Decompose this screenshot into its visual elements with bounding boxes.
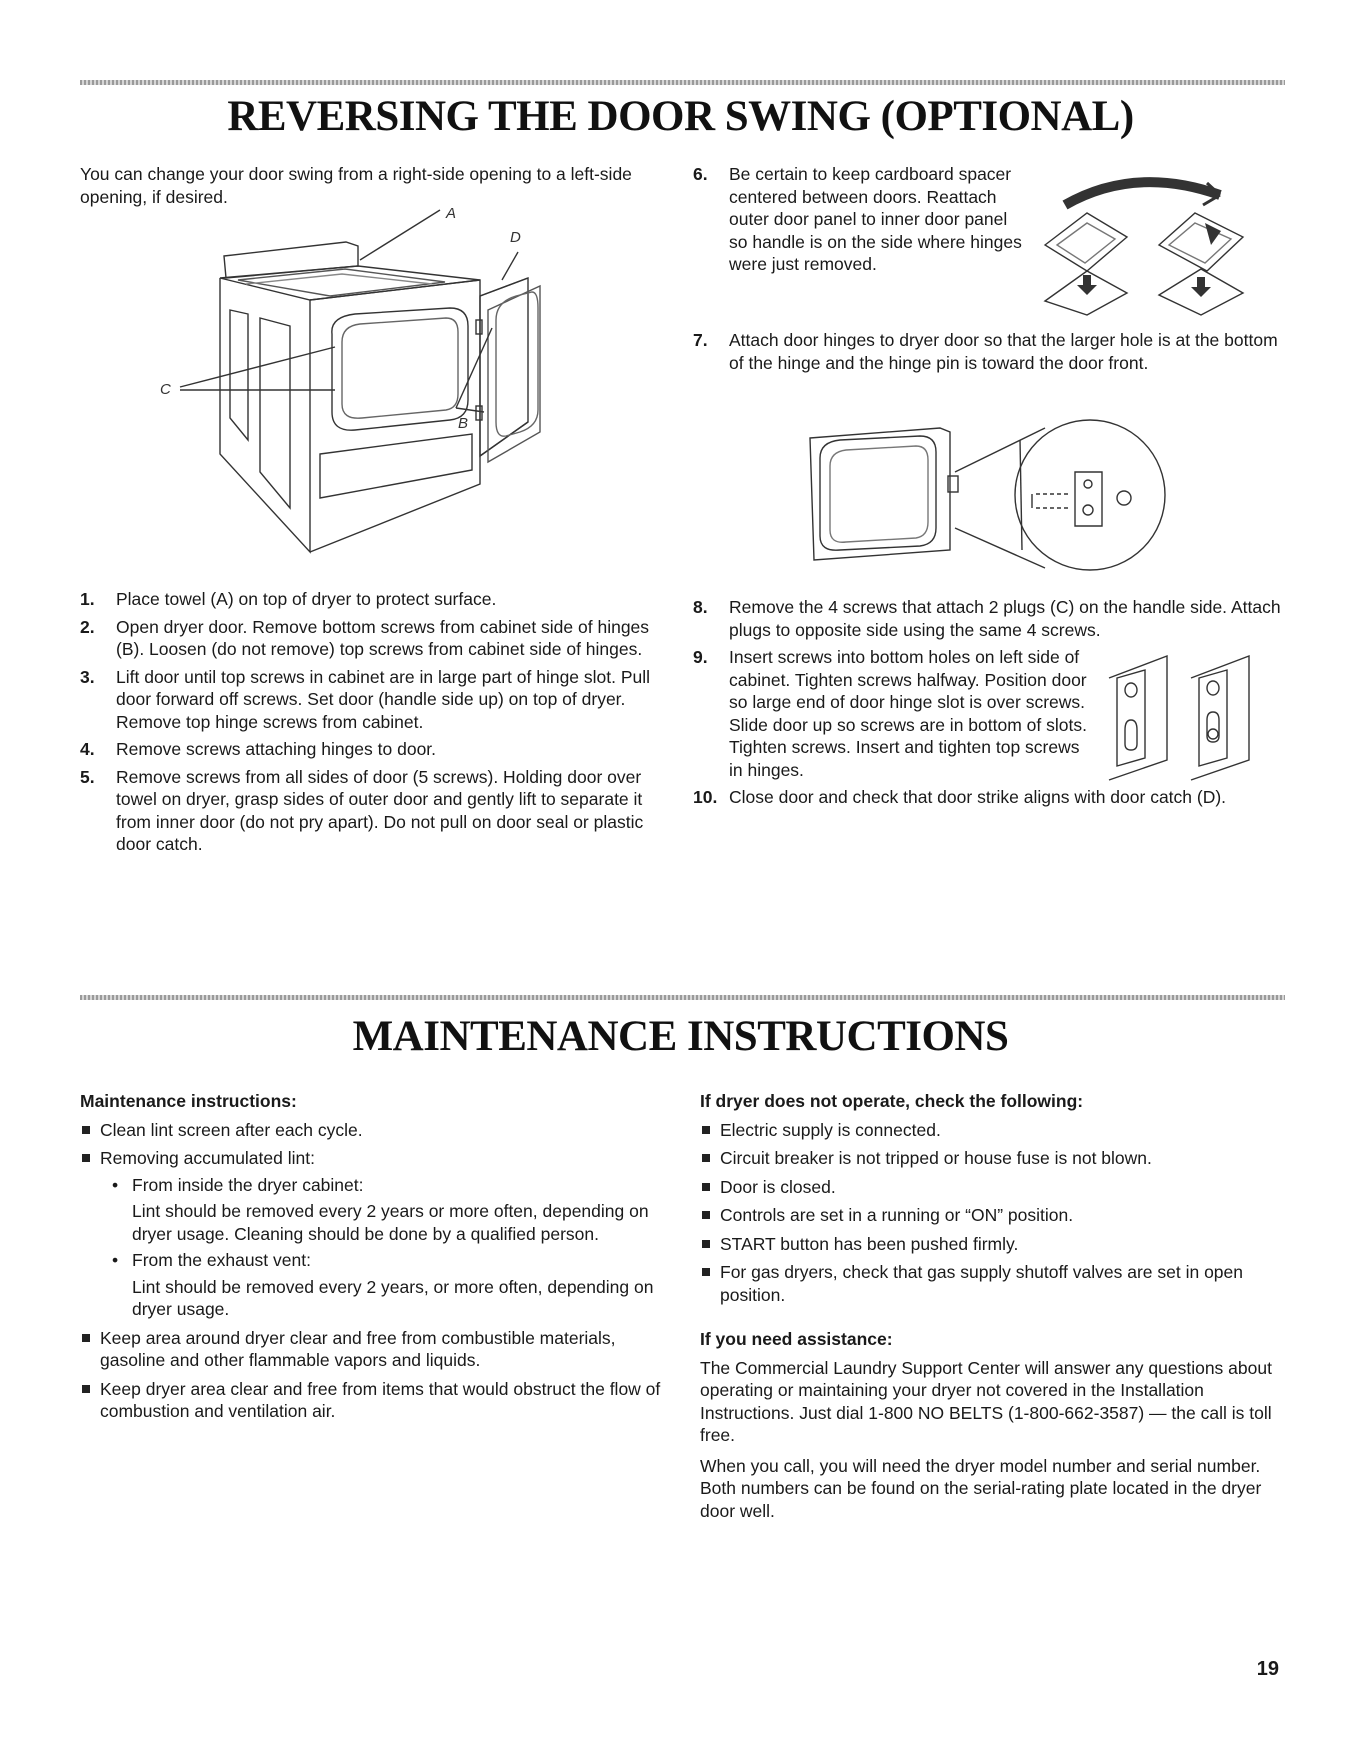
step-item: 10 . Close door and check that door strike aligns with door catch (D). — [693, 786, 1283, 809]
step-7 — [693, 329, 1283, 379]
maintenance-heading: Maintenance instructions: — [80, 1091, 297, 1111]
step-6 — [693, 163, 1023, 281]
section-title-reversing: REVERSING THE DOOR SWING (OPTIONAL) — [227, 93, 1134, 140]
middle-divider — [80, 995, 1285, 1000]
label-a: A — [446, 205, 457, 222]
bullet-item: Keep dryer area clear and free from items that would obstruct the flow of combustion and ventilation air. — [80, 1378, 670, 1423]
check-item: Electric supply is connected. — [700, 1119, 1290, 1142]
label-b: B — [458, 415, 469, 432]
troubleshoot-heading: If dryer does not operate, check the following: — [700, 1091, 1084, 1111]
page-number: 19 — [1256, 1658, 1279, 1680]
bullet-item: Removing accumulated lint: • From inside the dryer cabinet: Lint should be removed every 2 years or more often, depending on dryer usage. Cleaning should be done by a qualified person. • From the exhaust vent: Lint should be removed every 2 years, or more often, depending on dryer usage. — [80, 1147, 670, 1321]
assistance-paragraph: The Commercial Laundry Support Center will answer any questions about operating or maintaining your dryer not covered in the Installation Instructions. Just dial 1-800 NO BELTS (1-800-662-3587) — the call is toll free. — [700, 1357, 1272, 1445]
check-item: START button has been pushed firmly. — [700, 1233, 1290, 1256]
check-item: Circuit breaker is not tripped or house fuse is not blown. — [700, 1147, 1290, 1170]
check-item: Door is closed. — [700, 1176, 1290, 1199]
hinge-slot-illustration — [1105, 650, 1275, 785]
maintenance-left-column — [80, 1090, 670, 1429]
label-d: D — [510, 229, 521, 246]
dryer-open-door-illustration — [150, 205, 670, 567]
check-item: Controls are set in a running or “ON” position. — [700, 1204, 1290, 1227]
step-item: 1 . Place towel (A) on top of dryer to protect surface. — [80, 588, 670, 611]
bullet-item: Keep area around dryer clear and free from combustible materials, gasoline and other flammable vapors and liquids. — [80, 1327, 670, 1372]
check-item: For gas dryers, check that gas supply shutoff valves are set in open position. — [700, 1261, 1290, 1306]
step-item: 6 . Be certain to keep cardboard spacer centered between doors. Reattach outer door panel to inner door panel so handle is on the side where hinges were just removed. — [693, 163, 1023, 276]
step-item: 9 . Insert screws into bottom holes on left side of cabinet. Tighten screws halfway. Position door so large end of door hinge slot is over screws. Slide door up so screws are in bottom of slots. Tighten screws. Insert and tighten top screws in hinges. — [693, 646, 1093, 781]
bullet-item: Clean lint screen after each cycle. — [80, 1119, 670, 1142]
step-item: 3 . Lift door until top screws in cabinet are in large part of hinge slot. Pull door forward off screws. Set door (handle side up) on top of dryer. Remove top hinge screws from cabinet. — [80, 666, 670, 734]
intro-paragraph: You can change your door swing from a right-side opening to a left-side opening, if desired. — [80, 164, 632, 207]
step-item: 8 . Remove the 4 screws that attach 2 plugs (C) on the handle side. Attach plugs to opposite side using the same 4 screws. — [693, 596, 1283, 641]
assistance-heading: If you need assistance: — [700, 1329, 893, 1349]
step-item: 7 . Attach door hinges to dryer door so that the larger hole is at the bottom of the hinge and the hinge pin is toward the door front. — [693, 329, 1283, 374]
steps-list-left — [80, 588, 670, 861]
step-item: 5 . Remove screws from all sides of door (5 screws). Holding door over towel on dryer, grasp sides of outer door and gently lift to separate it from inner door (do not pry apart). Do not pull on door seal or plastic door catch. — [80, 766, 670, 856]
step-item: 4 . Remove screws attaching hinges to door. — [80, 738, 670, 761]
maintenance-right-column — [700, 1090, 1290, 1530]
step-item: 2 . Open dryer door. Remove bottom screws from cabinet side of hinges (B). Loosen (do not remove) top screws from cabinet side of hinges. — [80, 616, 670, 661]
label-c: C — [160, 381, 171, 398]
section-title-maintenance: MAINTENANCE INSTRUCTIONS — [352, 1013, 1009, 1060]
hinge-attach-illustration — [800, 410, 1180, 590]
assistance-paragraph: When you call, you will need the dryer model number and serial number. Both numbers can be found on the serial-rating plate located in the dryer door well. — [700, 1455, 1262, 1521]
sub-bullet-item: • From the exhaust vent: Lint should be removed every 2 years, or more often, depending on dryer usage. — [100, 1249, 670, 1321]
door-flip-illustration — [1035, 175, 1275, 315]
top-divider — [80, 80, 1285, 85]
sub-bullet-item: • From inside the dryer cabinet: Lint should be removed every 2 years or more often, depending on dryer usage. Cleaning should be done by a qualified person. — [100, 1174, 670, 1246]
